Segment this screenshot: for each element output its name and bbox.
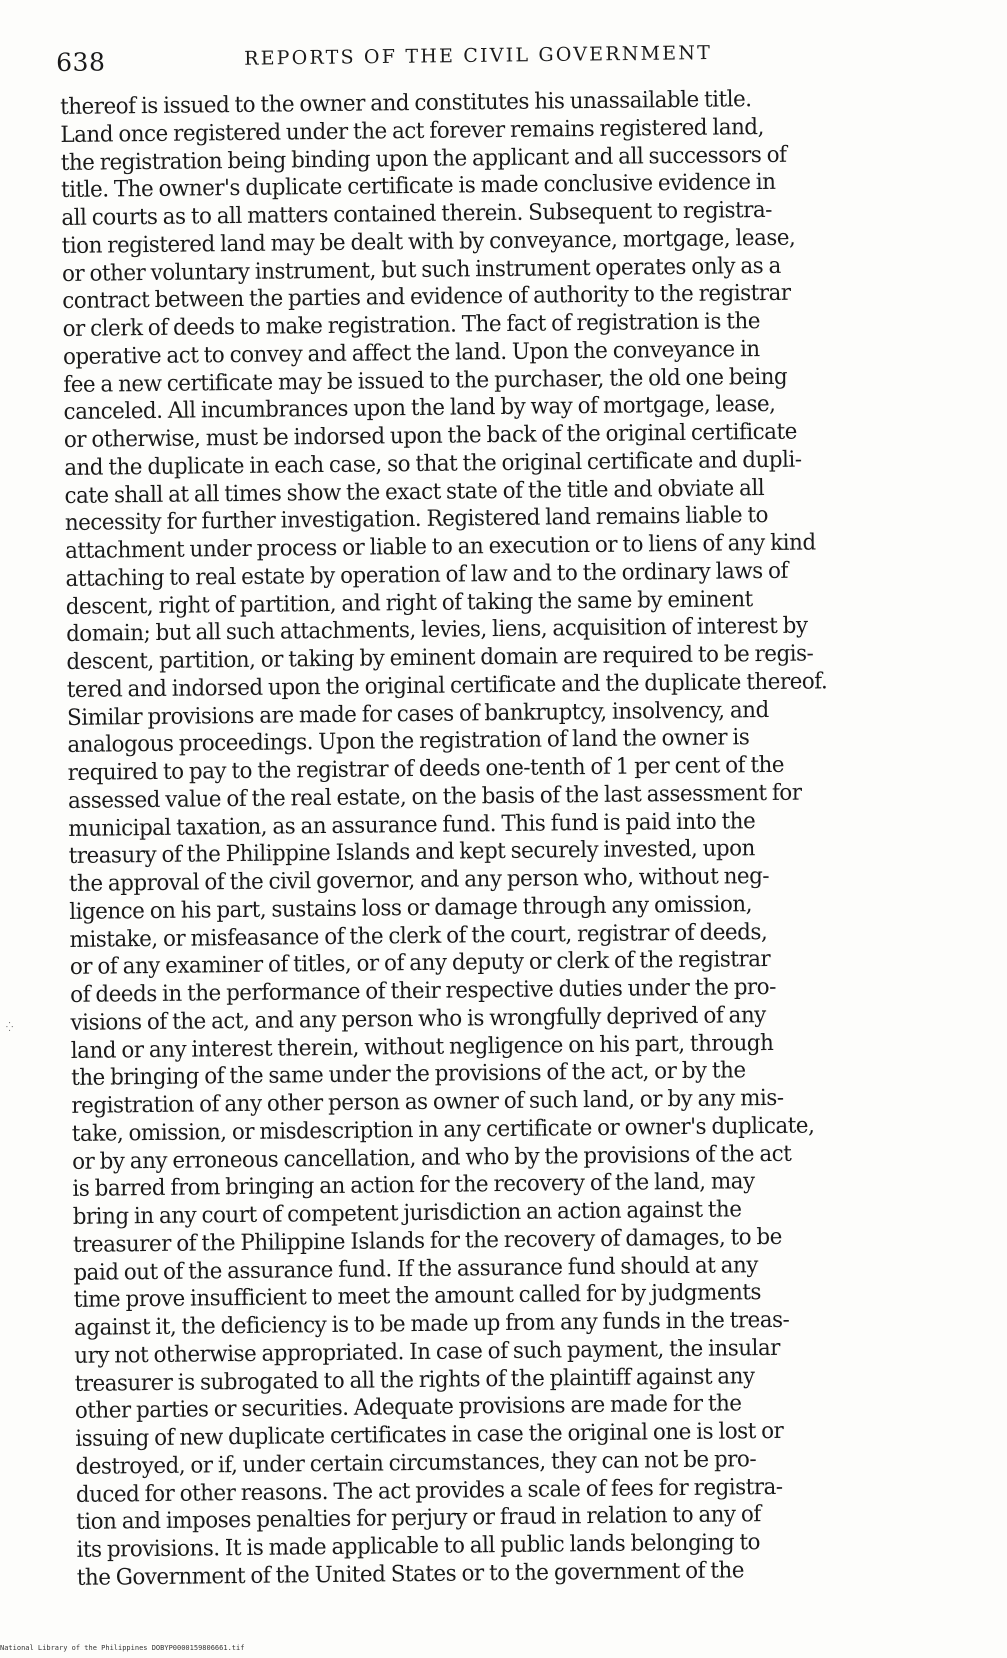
text-line: tion and imposes penalties for perjury or fraud in relation to any of	[76, 1501, 761, 1536]
text-line: operative act to convey and affect the land. Upon the conveyance in	[62, 335, 760, 370]
text-line: canceled. All incumbrances upon the land by way of mortgage, lease,	[63, 391, 776, 426]
text-line: ury not otherwise appropriated. In case of such payment, the insular	[74, 1334, 781, 1369]
text-line: tered and indorsed upon the original certificate and the duplicate thereof.	[66, 668, 828, 703]
text-line: Similar provisions are made for cases of bankruptcy, insolvency, and	[66, 696, 769, 731]
text-line: the Government of the United States or to the government of the	[76, 1557, 745, 1591]
text-line: and the duplicate in each case, so that the original certificate and dupli-	[64, 446, 802, 481]
text-line: descent, partition, or taking by eminent domain are required to be regis-	[66, 640, 814, 675]
page-number: 638	[56, 47, 106, 77]
body-text	[60, 84, 977, 1593]
text-line: land or any interest therein, without negligence on his part, through	[70, 1029, 774, 1064]
scan-footer-id: National Library of the Philippines DOBYP0000159806661.tif	[0, 1644, 245, 1652]
text-line: contract between the parties and evidence of authority to the registrar	[62, 279, 791, 315]
text-line: time prove insufficient to meet the amount called for by judgments	[73, 1279, 762, 1314]
text-line: or of any examiner of titles, or of any deputy or clerk of the registrar	[69, 946, 771, 981]
text-line: of deeds in the performance of their respective duties under the pro-	[70, 973, 777, 1008]
text-line: the bringing of the same under the provisions of the act, or by the	[71, 1057, 746, 1092]
text-line: title. The owner's duplicate certificate is made conclusive evidence in	[60, 169, 776, 204]
text-line: Land once registered under the act forever remains registered land,	[60, 113, 765, 148]
text-line: destroyed, or if, under certain circumstances, they can not be pro-	[75, 1445, 757, 1480]
text-line: analogous proceedings. Upon the registration of land the owner is	[67, 724, 750, 759]
text-line: municipal taxation, as an assurance fund. This fund is paid into the	[68, 807, 756, 842]
text-line: treasury of the Philippine Islands and kept securely invested, upon	[68, 835, 756, 870]
text-line: mistake, or misfeasance of the clerk of the court, registrar of deeds,	[69, 918, 768, 953]
text-line: ligence on his part, sustains loss or damage through any omission,	[69, 890, 753, 925]
text-line: all courts as to all matters contained therein. Subsequent to registra-	[61, 196, 773, 231]
running-title: REPORTS OF THE CIVIL GOVERNMENT	[244, 41, 713, 70]
text-line: other parties or securities. Adequate provisions are made for the	[74, 1390, 742, 1425]
text-line: thereof is issued to the owner and constitutes his unassailable title.	[60, 86, 752, 120]
text-line: take, omission, or misdescription in any certificate or owner's duplicate,	[71, 1112, 815, 1147]
scan-blemish: ⁛	[6, 1023, 14, 1033]
text-line: required to pay to the registrar of deeds one-tenth of 1 per cent of the	[67, 751, 785, 786]
text-line: domain; but all such attachments, levies, liens, acquisition of interest by	[65, 612, 808, 648]
text-line: the approval of the civil governor, and any person who, without neg-	[68, 863, 770, 897]
text-line: fee a new certificate may be issued to the purchaser, the old one being	[63, 363, 788, 398]
text-line: attachment under process or liable to an execution or to liens of any kind	[65, 529, 816, 564]
text-line: necessity for further investigation. Registered land remains liable to	[64, 502, 769, 537]
text-line: registration of any other person as owner of such land, or by any mis-	[71, 1084, 784, 1119]
text-line: treasurer is subrogated to all the rights of the plaintiff against any	[74, 1362, 755, 1397]
text-line: attaching to real estate by operation of law and to the ordinary laws of	[65, 557, 789, 592]
running-header	[56, 37, 936, 82]
text-line: tion registered land may be dealt with by conveyance, mortgage, lease,	[61, 224, 796, 259]
text-line: descent, right of partition, and right of taking the same by eminent	[65, 585, 753, 620]
text-line: issuing of new duplicate certificates in case the original one is lost or	[75, 1417, 784, 1452]
text-line: against it, the deficiency is to be made up from any funds in the treas-	[73, 1306, 790, 1341]
text-line: is barred from bringing an action for the recovery of the land, may	[72, 1168, 755, 1203]
text-line: duced for other reasons. The act provides a scale of fees for registra-	[75, 1473, 783, 1508]
text-line: or otherwise, must be indorsed upon the back of the original certificate	[63, 418, 797, 453]
text-line: or clerk of deeds to make registration. The fact of registration is the	[62, 308, 761, 342]
text-line: or by any erroneous cancellation, and who by the provisions of the act	[71, 1140, 792, 1175]
text-line: paid out of the assurance fund. If the assurance fund should at any	[73, 1251, 759, 1286]
text-line: treasurer of the Philippine Islands for the recovery of damages, to be	[72, 1223, 783, 1258]
text-line: the registration being binding upon the applicant and all successors of	[60, 141, 787, 176]
text-line: its provisions. It is made applicable to all public lands belonging to	[76, 1529, 761, 1563]
text-line: assessed value of the real estate, on the basis of the last assessment for	[67, 779, 802, 814]
text-line: or other voluntary instrument, but such instrument operates only as a	[61, 252, 781, 287]
text-line: cate shall at all times show the exact state of the title and obviate all	[64, 474, 765, 509]
text-line: visions of the act, and any person who is wrongfully deprived of any	[70, 1001, 766, 1036]
text-line: bring in any court of competent jurisdiction an action against the	[72, 1196, 742, 1230]
